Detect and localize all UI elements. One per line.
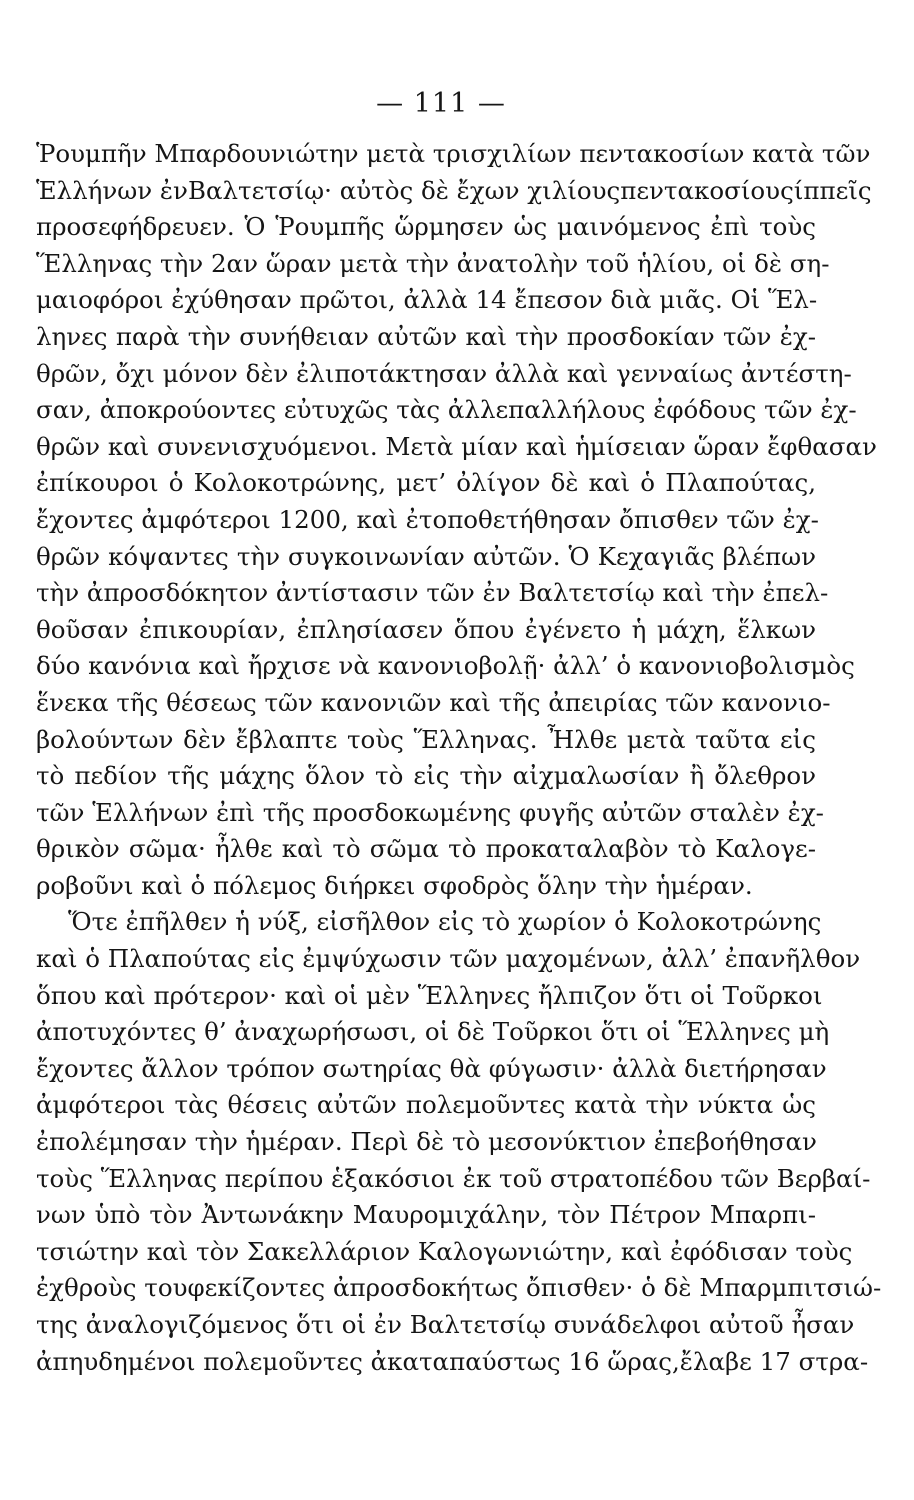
text-line: νων ὑπὸ τὸν Ἀντωνάκην Μαυρομιχάλην, τὸν Πέτρον Μπαρπι- — [36, 1200, 816, 1230]
text-line: ἐπολέμησαν τὴν ἡμέραν. Περὶ δὲ τὸ μεσονύκτιον ἐπεβοήθησαν — [36, 1127, 817, 1157]
text-line: ἔχοντες ἀμφότεροι 1200, καὶ ἐτοποθετήθησαν ὄπισθεν τῶν ἐχ- — [36, 504, 819, 534]
text-line: ροβοῦνι καὶ ὁ πόλεμος διήρκει σφοδρὸς ὅλην τὴν ἡμέραν. — [36, 870, 753, 900]
text-line: προσεφήδρευεν. Ὁ Ῥουμπῆς ὥρμησεν ὡς μαινόμενος ἐπὶ τοὺς — [36, 212, 816, 242]
text-line: ὅπου καὶ πρότερον· καὶ οἱ μὲν Ἕλληνες ἤλπιζον ὅτι οἱ Τοῦρκοι — [36, 980, 823, 1010]
text-line: ἀμφότεροι τὰς θέσεις αὐτῶν πολεμοῦντες κατὰ τὴν νύκτα ὡς — [36, 1090, 816, 1120]
text-line: ἔχοντες ἄλλον τρόπον σωτηρίας θὰ φύγωσιν· ἀλλὰ διετήρησαν — [36, 1053, 827, 1083]
text-line: ἐχθροὺς τουφεκίζοντες ἀπροσδοκήτως ὄπισθεν· ὁ δὲ Μπαρμπιτσιώ- — [36, 1273, 882, 1303]
text-line: της ἀναλογιζόμενος ὅτι οἱ ἐν Βαλτετσίῳ συνάδελφοι αὐτοῦ ἦσαν — [36, 1310, 855, 1339]
text-line: βολούντων δὲν ἔβλαπτε τοὺς Ἕλληνας. Ἦλθε μετὰ ταῦτα εἰς — [36, 724, 816, 754]
text-line: Ἕλληνας τὴν 2αν ὥραν μετὰ τὴν ἀνατολὴν τοῦ ἡλίου, οἱ δὲ ση- — [36, 248, 830, 278]
page-number: — 111 — — [376, 88, 506, 119]
text-line: θρῶν κόψαντες τὴν συγκοινωνίαν αὐτῶν. Ὁ Κεχαγιᾶς βλέπων — [36, 541, 816, 571]
text-line: Ἑλλήνων ἐνΒαλτετσίῳ· αὐτὸς δὲ ἔχων χιλίουςπεντακοσίουςίππεῖς — [36, 175, 872, 205]
text-line: Ῥουμπῆν Μπαρδουνιώτην μετὰ τρισχιλίων πεντακοσίων κατὰ τῶν — [36, 139, 871, 168]
text-line: καὶ ὁ Πλαπούτας εἰς ἐμψύχωσιν τῶν μαχομένων, ἀλλ’ ἐπανῆλθον — [36, 944, 861, 974]
text-line: ἀπηυδημένοι πολεμοῦντες ἀκαταπαύστως 16 ὥρας,ἔλαβε 17 στρα- — [36, 1346, 869, 1376]
text-line: ἕνεκα τῆς θέσεως τῶν κανονιῶν καὶ τῆς ἀπειρίας τῶν κανονιο- — [36, 687, 831, 717]
text-line: σαν, ἀποκρούοντες εὐτυχῶς τὰς ἀλλεπαλλήλους ἐφόδους τῶν ἐχ- — [36, 395, 857, 425]
text-line: θρικὸν σῶμα· ἦλθε καὶ τὸ σῶμα τὸ προκαταλαβὸν τὸ Καλογε- — [36, 834, 816, 864]
text-line: θοῦσαν ἐπικουρίαν, ἐπλησίασεν ὅπου ἐγένετο ἡ μάχη, ἕλκων — [36, 614, 816, 644]
text-line: μαιοφόροι ἐχύθησαν πρῶτοι, ἀλλὰ 14 ἔπεσον διὰ μιᾶς. Οἱ Ἕλ- — [36, 285, 818, 315]
text-line: τῶν Ἑλλήνων ἐπὶ τῆς προσδοκωμένης φυγῆς αὐτῶν σταλὲν ἐχ- — [36, 797, 824, 827]
text-line: τὸ πεδίον τῆς μάχης ὅλον τὸ εἰς τὴν αἰχμαλωσίαν ἢ ὄλεθρον — [36, 761, 816, 791]
text-line: θρῶν καὶ συνενισχυόμενοι. Μετὰ μίαν καὶ ἡμίσειαν ὥραν ἔφθασαν — [36, 431, 877, 461]
paragraph-first-line: Ὅτε ἐπῆλθεν ἡ νύξ, εἰσῆλθον εἰς τὸ χωρίον ὁ Κολοκοτρώνης — [68, 907, 822, 937]
text-line: τσιώτην καὶ τὸν Σακελλάριον Καλογωνιώτην, καὶ ἐφόδισαν τοὺς — [36, 1236, 853, 1266]
text-line: τὴν ἀπροσδόκητον ἀντίστασιν τῶν ἐν Βαλτετσίῳ καὶ τὴν ἐπελ- — [36, 578, 829, 608]
text-line: ἐπίκουροι ὁ Κολοκοτρώνης, μετ’ ὀλίγον δὲ καὶ ὁ Πλαπούτας, — [36, 468, 816, 498]
text-line: ἀποτυχόντες θ’ ἀναχωρήσωσι, οἱ δὲ Τοῦρκοι ὅτι οἱ Ἕλληνες μὴ — [36, 1017, 830, 1047]
text-line: τοὺς Ἕλληνας περίπου ἑξακόσιοι ἐκ τοῦ στρατοπέδου τῶν Βερβαί- — [36, 1163, 871, 1193]
body-text — [36, 136, 882, 1380]
text-line: ληνες παρὰ τὴν συνήθειαν αὐτῶν καὶ τὴν προσδοκίαν τῶν ἐχ- — [36, 321, 816, 351]
text-line: δύο κανόνια καὶ ἤρχισε νὰ κανονιοβολῇ· ἀλλ’ ὁ κανονιοβολισμὸς — [36, 651, 855, 681]
text-line: θρῶν, ὄχι μόνον δὲν ἐλιποτάκτησαν ἀλλὰ καὶ γενναίως ἀντέστη- — [36, 358, 852, 388]
